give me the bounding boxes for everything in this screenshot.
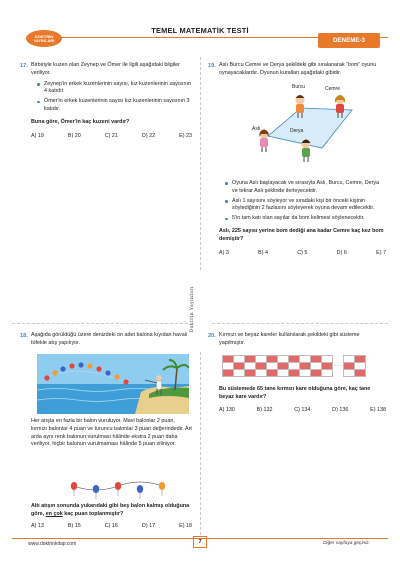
option-e[interactable]: E) 23 — [179, 132, 192, 139]
pattern-square — [245, 370, 256, 377]
question-20 — [208, 332, 386, 351]
question-19-rules — [219, 178, 386, 258]
answer-options — [219, 407, 386, 415]
option-d[interactable]: D) 136 — [332, 406, 349, 413]
remaining-balloons — [66, 478, 170, 500]
kid-derya — [302, 140, 311, 163]
question-18-body — [31, 418, 192, 452]
pattern-square — [234, 356, 245, 363]
vertical-watermark — [189, 270, 204, 350]
label-burcu: Burcu — [292, 84, 306, 90]
pattern-square — [223, 356, 234, 363]
test-title: TEMEL MATEMATİK TESTİ — [151, 26, 249, 35]
pattern-square — [223, 370, 234, 377]
pattern-square — [344, 356, 355, 363]
option-e[interactable]: E) 138 — [370, 406, 386, 413]
watermark-text: Doktrin Yayınları — [189, 286, 195, 333]
question-20-stem — [219, 386, 386, 414]
label-derya: Derya — [290, 128, 304, 134]
deneme-badge: DENEME-3 — [318, 33, 380, 48]
pattern-square — [278, 370, 289, 377]
pattern-square — [256, 356, 267, 363]
option-b[interactable]: B) 132 — [256, 406, 273, 413]
pattern-ellipsis: · · · — [334, 362, 342, 369]
next-page-note: Diğer sayfaya geçiniz. — [323, 541, 370, 546]
sea-scene — [37, 354, 189, 414]
pattern-square — [245, 356, 256, 363]
pattern-square — [333, 356, 344, 363]
pattern-square — [234, 363, 245, 370]
pattern-square — [355, 356, 366, 363]
option-c[interactable]: C) 16 — [104, 522, 118, 529]
option-c[interactable]: C) 5 — [297, 249, 308, 256]
balloon — [123, 379, 128, 384]
label-asli: Aslı — [252, 126, 261, 132]
balloon — [71, 482, 77, 496]
question-stem: Buna göre, Ömer'in kaç kuzeni vardır? — [31, 118, 130, 125]
balloon — [93, 485, 99, 499]
answer-options — [31, 133, 192, 141]
pattern-square — [355, 363, 366, 370]
option-d[interactable]: D) 6 — [336, 249, 347, 256]
balloon — [52, 370, 57, 375]
pattern-square — [322, 363, 333, 370]
pattern-square — [267, 356, 278, 363]
pattern-square — [245, 363, 256, 370]
pattern-square — [311, 356, 322, 363]
balloon — [96, 366, 101, 371]
option-d[interactable]: D) 22 — [141, 132, 156, 139]
question-number: 18. — [20, 333, 28, 339]
option-b[interactable]: B) 4 — [258, 249, 269, 256]
balloon — [137, 485, 143, 499]
pattern-square — [311, 370, 322, 377]
pattern-square — [223, 363, 234, 370]
option-c[interactable]: C) 134 — [294, 406, 311, 413]
row-divider-right — [212, 323, 388, 324]
pattern-square — [300, 370, 311, 377]
pattern-square — [322, 356, 333, 363]
question-text: Her atışta en fazla bir balon vuruluyor. Mavi balonlar 2 puan, kırmızı balonlar 4 puan ve turuncu balonlar 3 puan değerindedir. Art arda aynı renk balonun vurulması hâlinde ekstra 2 puan daha veriliyor, hiçbir balonun vurulmaması hâlinde 5 puan siliniyor. — [31, 418, 192, 448]
row-divider-left — [12, 323, 188, 324]
balloon — [44, 375, 49, 380]
pattern-square — [300, 363, 311, 370]
question-18 — [20, 332, 192, 351]
stem-part-1: Altı atışın sonunda yukarıdaki gibi beş balon kalmış olduğuna göre, — [31, 503, 190, 517]
balloon — [78, 362, 83, 367]
rule-item: Oyuna Aslı başlayacak ve sırasıyla Aslı, Burcu, Cemre, Derya ve tekrar Aslı şeklinde ilerleyecektir. — [224, 180, 386, 196]
bullet-item: Ömer'in erkek kuzenlerinin sayısı kız kuzenlerinin sayısının 3 katıdır. — [36, 98, 192, 114]
kid-asli — [260, 130, 269, 153]
question-17 — [20, 62, 192, 141]
stem-part-2: kaç puan toplanmıştır? — [64, 510, 124, 517]
stem-emphasis: en çok — [45, 510, 63, 517]
answer-options — [219, 250, 386, 258]
balloon — [105, 370, 110, 375]
option-a[interactable]: A) 130 — [219, 406, 235, 413]
pattern-square — [300, 356, 311, 363]
question-intro: Aslı Burcu Cemre ve Derya şekildeki gibi sıralanarak “bom” oyunu oynayacaklardır. Oyunun kuralları aşağıdaki gibidir. — [219, 62, 377, 76]
option-e[interactable]: E) 18 — [179, 522, 192, 529]
rule-item: Aslı 1 sayısını söyleyor ve sıradaki kişi bir önceki kişinin söylediğinin 2 fazlasını söyleyerek oyuna devam edilecektir. — [224, 198, 386, 214]
pattern-square — [289, 356, 300, 363]
question-intro: Kırmızı ve beyaz kareler kullanılarak şekildeki gibi süsleme yapılmıştır. — [219, 332, 360, 346]
pattern-square — [278, 363, 289, 370]
question-number: 17. — [20, 63, 28, 69]
option-a[interactable]: A) 3 — [219, 249, 229, 256]
pattern-square — [322, 370, 333, 377]
pattern-square — [355, 370, 366, 377]
option-a[interactable]: A) 13 — [31, 522, 44, 529]
pattern-square — [289, 370, 300, 377]
balloon — [60, 366, 65, 371]
pattern-square — [333, 370, 344, 377]
logo-text: DOKTRİN YAYINLARI — [33, 34, 55, 44]
pattern-square — [256, 370, 267, 377]
question-19 — [208, 62, 386, 81]
option-b[interactable]: B) 20 — [67, 132, 81, 139]
balloon — [87, 363, 92, 368]
question-18-stem — [31, 503, 192, 530]
footer-url[interactable]: www.doktrinkitap.com — [28, 541, 77, 547]
question-number: 19. — [208, 63, 216, 69]
question-stem: Aslı, 225 sayısı yerine bom dediği ana kadar Cemre kaç kez bom demiştir? — [219, 228, 384, 242]
option-a[interactable]: A) 19 — [31, 132, 44, 139]
pattern-square — [289, 363, 300, 370]
question-intro: Birbiriyle kuzen olan Zeynep ve Ömer ile ilgili aşağıdaki bilgiler veriliyor. — [31, 62, 180, 76]
balloon — [69, 363, 74, 368]
page-header — [0, 0, 400, 60]
page-number: 7 — [193, 536, 207, 548]
label-cemre: Cemre — [325, 86, 341, 92]
balloon — [159, 482, 165, 496]
balloon — [115, 482, 121, 496]
question-stem: Bu süslemede 65 tane kırmızı kare olduğuna göre, kaç tane beyaz kare vardır? — [219, 386, 371, 400]
option-e[interactable]: E) 7 — [376, 249, 386, 256]
pattern-square — [344, 363, 355, 370]
pattern-square — [311, 363, 322, 370]
pattern-square — [256, 363, 267, 370]
balloon — [114, 374, 119, 379]
pattern-grid — [222, 355, 366, 377]
question-intro: Aşağıda görüldüğü üzere denizdeki on adet balona kıyıdan havalı tüfekle atış yapılıyor. — [31, 332, 188, 346]
answer-options — [31, 523, 192, 531]
question-number: 20. — [208, 333, 216, 339]
pattern-square — [267, 363, 278, 370]
rule-item: 5'in tam katı olan sayılar da bom kelimesi söylenecektir. — [224, 215, 386, 223]
option-b[interactable]: B) 15 — [67, 522, 81, 529]
square-pattern — [222, 355, 366, 377]
pattern-square — [267, 370, 278, 377]
question-stem — [31, 503, 192, 519]
pattern-square — [278, 356, 289, 363]
bullet-item: Zeynep'in erkek kuzenlerinin sayısı, kız kuzenlerinin sayısının 4 katıdır. — [36, 81, 192, 97]
option-c[interactable]: C) 21 — [104, 132, 118, 139]
pattern-square — [234, 370, 245, 377]
pattern-square — [344, 370, 355, 377]
option-d[interactable]: D) 17 — [141, 522, 156, 529]
